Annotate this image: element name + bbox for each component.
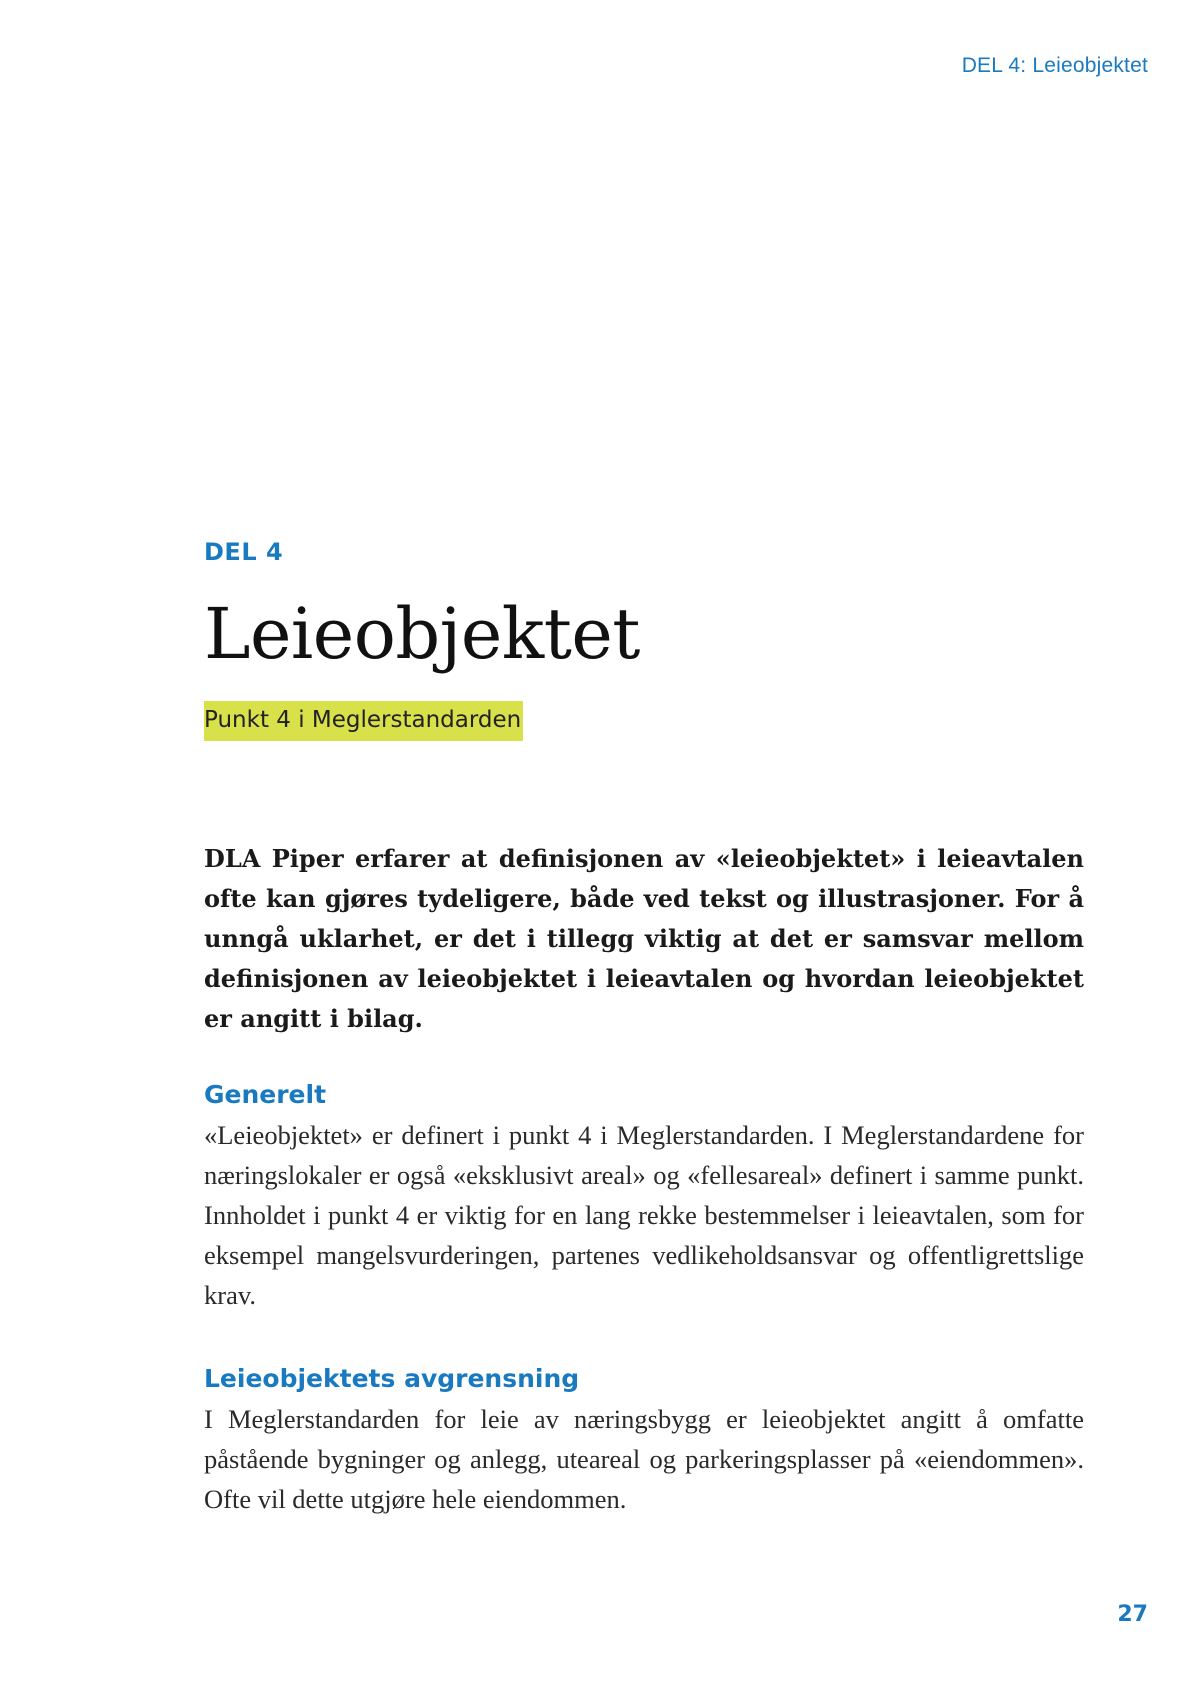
section-body: I Meglerstandarden for leie av næringsbygg er leieobjektet angitt å omfatte påstående bygninger og anlegg, uteareal og parkeringsplasser på «eiendommen». Ofte vil dette utgjøre hele eiendommen. [204,1403,1084,1514]
lead-paragraph: DLA Piper erfarer at definisjonen av «leieobjektet» i leieavtalen ofte kan gjøres tydeligere, både ved tekst og illustrasjoner. For å unngå uklarhet, er det i tillegg viktig at det er samsvar mellom definisjonen av leieobjektet i leieavtalen og hvordan leieobjektet er angitt i bilag. [204,843,1084,1033]
section-generelt [204,1079,1084,1315]
part-label: DEL 4 [204,538,284,566]
page-number: 27 [1117,1602,1148,1627]
section-heading: Generelt [204,1079,327,1109]
section-body: «Leieobjektet» er definert i punkt 4 i Meglerstandarden. I Meglerstandardene for næringslokaler er også «eksklusivt areal» og «fellesareal» definert i samme punkt. Innholdet i punkt 4 er viktig for en lang rekke bestemmelser i leieavtalen, som for eksempel mangelsvurderingen, partenes vedlikeholdsansvar og offentligrettslige krav. [204,1119,1084,1310]
section-heading: Leieobjektets avgrensning [204,1363,580,1393]
subtitle-wrapper [204,701,1084,741]
chapter-subtitle-highlight: Punkt 4 i Meglerstandarden [204,701,523,741]
running-head: DEL 4: Leieobjektet [961,54,1148,77]
chapter-content [204,540,1084,1519]
chapter-title: Leieobjektet [204,593,640,675]
section-avgrensning [204,1363,1084,1519]
